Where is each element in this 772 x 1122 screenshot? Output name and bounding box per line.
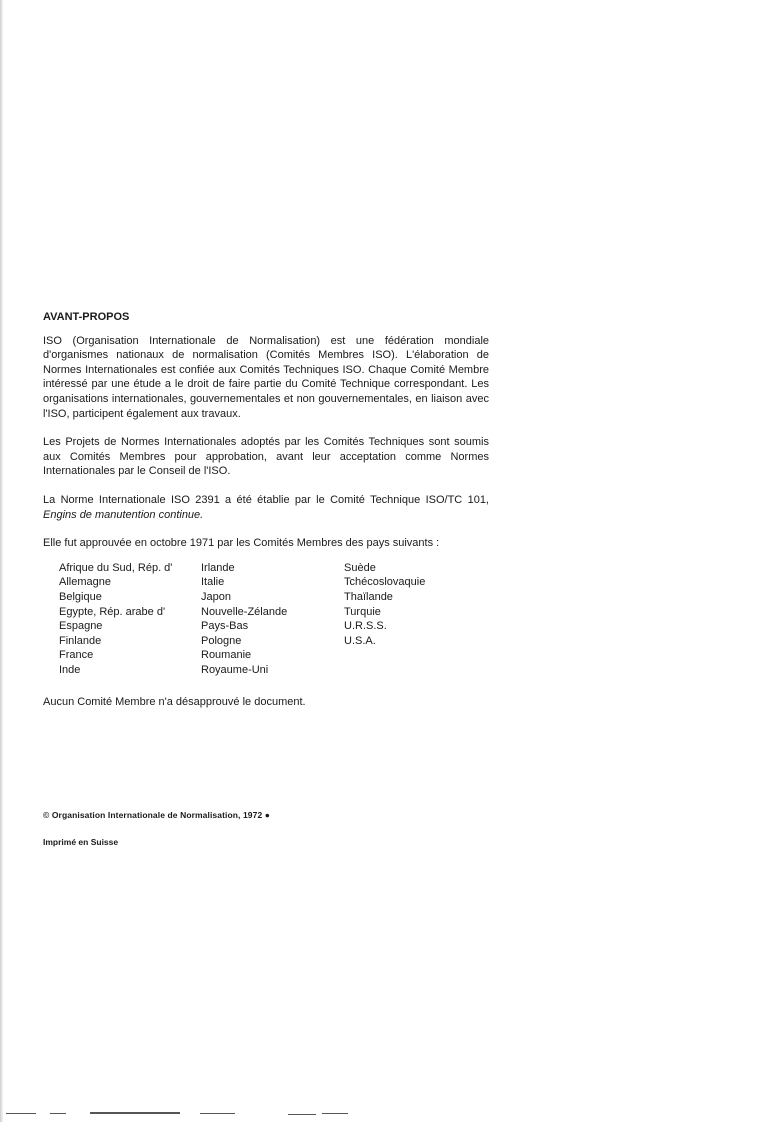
country-item: Egypte, Rép. arabe d': [59, 605, 166, 618]
foreword-paragraph-drafts: Les Projets de Normes Internationales adoptés par les Comités Techniques sont soumis aux Comités Membres pour approbation, avant leur acceptation comme Normes Internationales par le Conseil de l'ISO.: [43, 436, 489, 478]
printed-in-notice: Imprimé en Suisse: [43, 837, 119, 847]
country-column-3: [344, 561, 425, 649]
country-item: Finlande: [59, 634, 102, 647]
country-item: Allemagne: [59, 576, 111, 589]
committee-title: Engins de manutention continue.: [43, 508, 204, 521]
country-item: Japon: [201, 590, 231, 603]
country-item: Pologne: [201, 634, 242, 647]
committee-text: La Norme Internationale ISO 2391 a été établie par le Comité Technique ISO/TC 101,: [43, 493, 489, 506]
country-column-1: [59, 561, 172, 678]
country-item: Irlande: [201, 561, 235, 574]
country-item: Royaume-Uni: [201, 663, 269, 676]
country-list: [43, 561, 489, 685]
foreword-section: [43, 310, 489, 709]
foreword-paragraph-approval: Elle fut approuvée en octobre 1971 par les Comités Membres des pays suivants :: [43, 537, 440, 550]
country-item: U.S.A.: [344, 634, 376, 647]
foreword-heading: AVANT-PROPOS: [43, 311, 130, 323]
foreword-paragraph-iso: ISO (Organisation Internationale de Normalisation) est une fédération mondiale d'organismes nationaux de normalisation (Comités Membres ISO). L'élaboration de Normes Internationales est confiée aux Comités Techniques ISO. Chaque Comité Membre intéressé par une étude a le droit de faire partie du Comité Technique correspondant. Les organisations internationales, gouvernementales et non gouvernementales, en liaison avec l'ISO, participent également aux travaux.: [43, 334, 489, 420]
country-item: Pays-Bas: [201, 620, 249, 633]
foreword-paragraph-committee: [43, 493, 489, 522]
scan-edge-left: [0, 0, 3, 1122]
country-item: Belgique: [59, 590, 102, 603]
country-item: Afrique du Sud, Rép. d': [59, 561, 173, 574]
country-item: Turquie: [344, 605, 381, 618]
country-item: Inde: [59, 663, 81, 676]
country-item: Suède: [344, 561, 376, 574]
country-item: Nouvelle-Zélande: [201, 605, 288, 618]
country-item: Roumanie: [201, 649, 252, 662]
country-item: U.R.S.S.: [344, 620, 387, 633]
country-item: France: [59, 649, 94, 662]
country-item: Thaïlande: [344, 590, 393, 603]
copyright-notice: © Organisation Internationale de Normalisation, 1972 ●: [43, 810, 270, 820]
scan-artifact-bottom: [0, 1110, 360, 1116]
country-item: Tchécoslovaquie: [344, 576, 426, 589]
no-disapproval-statement: Aucun Comité Membre n'a désapprouvé le document.: [43, 695, 306, 708]
country-item: Espagne: [59, 620, 103, 633]
country-item: Italie: [201, 576, 225, 589]
country-column-2: [201, 561, 287, 678]
